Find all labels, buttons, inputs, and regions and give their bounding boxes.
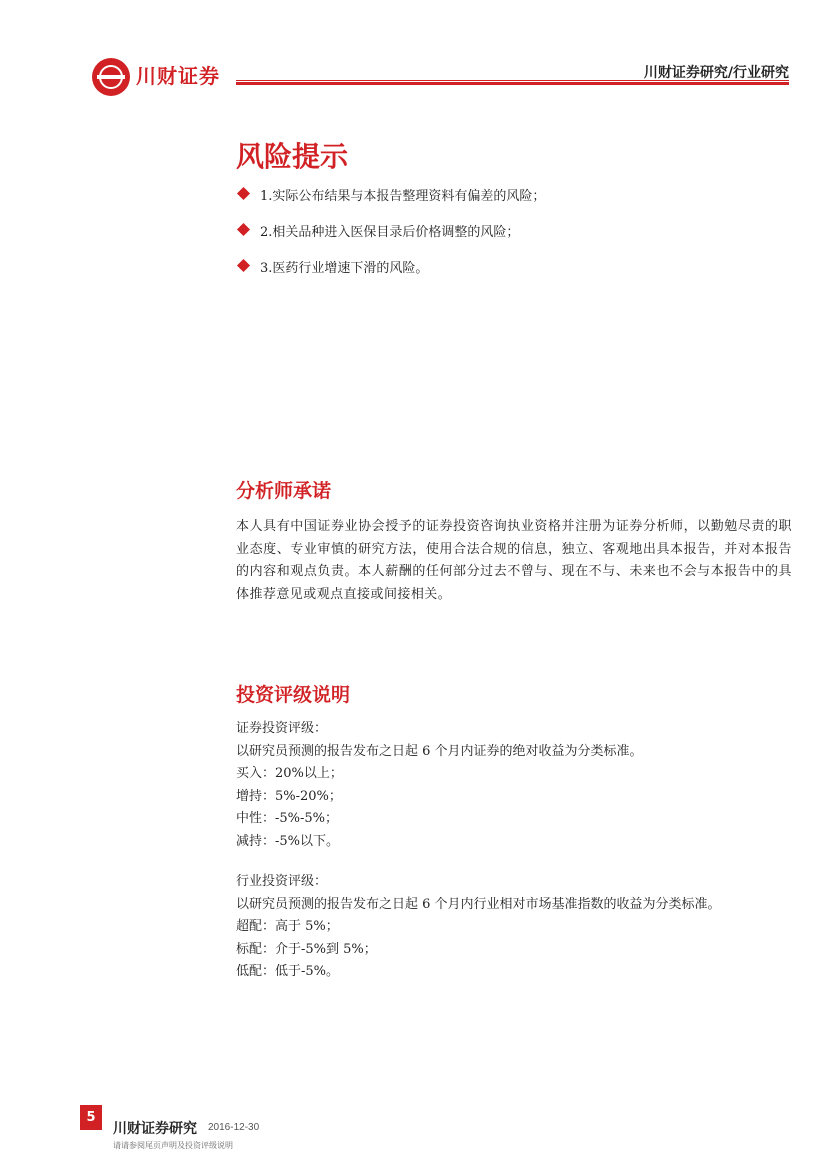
bullet-diamond-icon (238, 224, 250, 236)
stock-rating-heading: 证券投资评级： (236, 721, 328, 736)
industry-rating-line: 超配：高于 5%； (236, 919, 339, 934)
risk-section-title: 风险提示 (236, 140, 349, 173)
industry-rating-line: 低配：低于-5%。 (236, 964, 340, 979)
stock-rating-line: 增持：5%-20%； (236, 788, 342, 804)
risk-item-text: 2.相关品种进入医保目录后价格调整的风险； (260, 225, 520, 240)
footer-name: 川财证券研究 (113, 1121, 197, 1137)
footer-date: 2016-12-30 (208, 1122, 260, 1133)
header-title: 川财证券研究/行业研究 (643, 65, 789, 81)
header-divider-thick (236, 82, 789, 85)
brand-logo-icon (92, 58, 130, 96)
stock-rating-line: 减持：-5%以下。 (236, 833, 340, 849)
page-number: 5 (80, 1105, 102, 1130)
risk-item-text: 3.医药行业增速下滑的风险。 (260, 261, 429, 276)
brand-name: 川财证券 (136, 64, 220, 88)
risk-item-text: 1.实际公布结果与本报告整理资料有偏差的风险； (260, 189, 546, 204)
industry-rating-block (236, 871, 721, 984)
industry-rating-line: 标配：介于-5%到 5%； (236, 941, 377, 957)
stock-rating-desc: 以研究员预测的报告发布之日起 6 个月内证券的绝对收益为分类标准。 (236, 743, 643, 759)
commitment-section-title: 分析师承诺 (236, 480, 332, 502)
bullet-diamond-icon (238, 260, 250, 272)
stock-rating-line: 买入：20%以上； (236, 766, 343, 781)
rating-section-title: 投资评级说明 (236, 684, 351, 706)
footer-note: 请请参阅尾页声明及投资评级说明 (113, 1141, 233, 1150)
bullet-diamond-icon (238, 188, 250, 200)
industry-rating-desc: 以研究员预测的报告发布之日起 6 个月内行业相对市场基准指数的收益为分类标准。 (236, 896, 721, 912)
commitment-paragraph: 本人具有中国证券业协会授予的证券投资咨询执业资格并注册为证券分析师，以勤勉尽责的职业态度、专业审慎的研究方法，使用合法合规的信息，独立、客观地出具本报告，并对本报告的内容和观点负责。本人薪酬的任何部分过去不曾与、现在不与、未来也不会与本报告中的具体推荐意见或观点直接或间接相关。 (236, 519, 792, 602)
stock-rating-block (236, 718, 643, 853)
industry-rating-heading: 行业投资评级： (236, 874, 328, 889)
stock-rating-line: 中性：-5%-5%； (236, 811, 339, 826)
